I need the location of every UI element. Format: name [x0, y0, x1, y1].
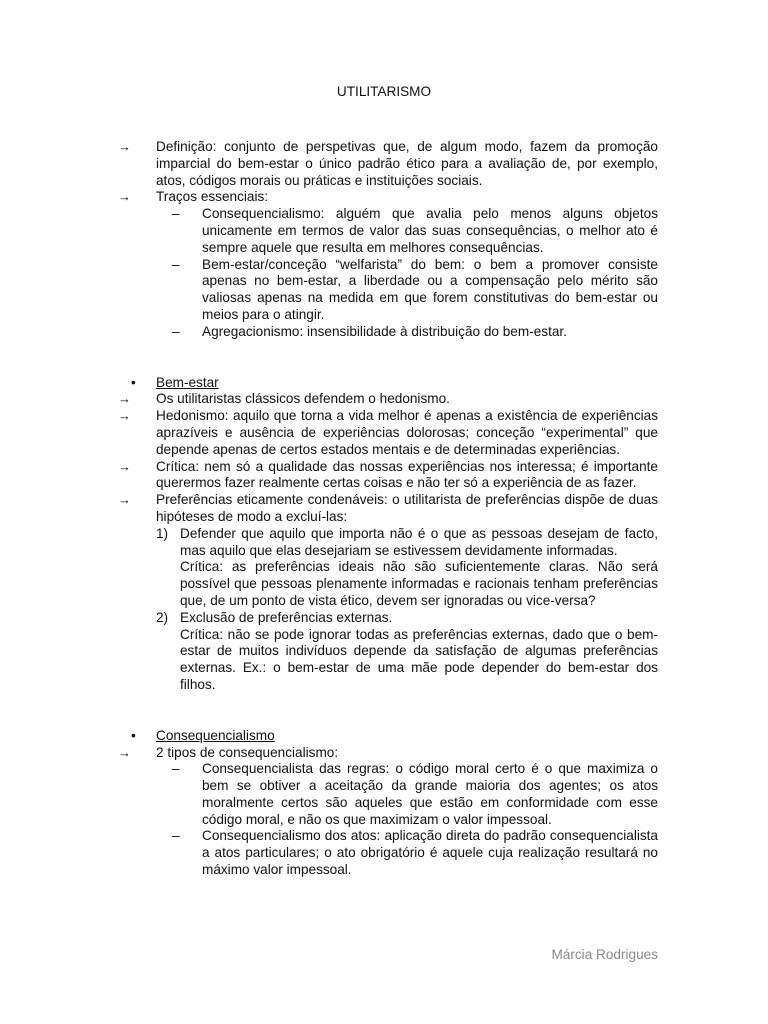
document-body: [0, 139, 768, 879]
dash-icon: –: [172, 323, 180, 339]
list-item: [0, 189, 768, 206]
list-item-text: Crítica: nem só a qualidade das nossas experiências nos interessa; é importante querermos fazer realmente certas coisas e não ter só a experiência de as fazer.: [156, 458, 658, 491]
bullet-icon: •: [131, 727, 136, 743]
section-heading-bem-estar: Bem-estar: [156, 374, 219, 390]
sub-item-text: Agregacionismo: insensibilidade à distribuição do bem-estar.: [202, 323, 567, 339]
sub-list-item: [0, 761, 768, 828]
item-number: 1): [156, 525, 169, 541]
list-item-text: Preferências eticamente condenáveis: o utilitarista de preferências dispõe de duas hipóteses de modo a excluí-las:: [156, 492, 658, 524]
dash-icon: –: [172, 828, 180, 844]
dash-icon: –: [172, 256, 180, 272]
sub-list-item: [0, 257, 768, 324]
section-heading-row: [0, 375, 768, 392]
critique-text: Crítica: não se pode ignorar todas as preferências externas, dado que o bem-estar de muitos indivíduos depende da satisfação de algumas preferências externas. Ex.: o bem-estar de uma mãe pode depender do bem-estar dos filhos.: [180, 626, 658, 692]
list-item: [0, 139, 768, 189]
dash-icon: –: [172, 206, 180, 222]
traits-heading: Traços essenciais:: [156, 189, 269, 205]
numbered-item: [0, 610, 768, 694]
arrow-icon: →: [118, 492, 131, 508]
bullet-icon: •: [131, 374, 136, 390]
arrow-icon: →: [118, 744, 131, 760]
page-title: UTILITARISMO: [336, 84, 432, 99]
critique-text: Crítica: as preferências ideais não são suficientemente claras. Não será possível que pessoas plenamente informadas e racionais tenham preferências que, de um ponto de vista ético, devem ser ignoradas ou vice-versa?: [180, 559, 658, 608]
list-item: [0, 745, 768, 762]
sub-item-text: Consequencialismo dos atos: aplicação direta do padrão consequencialista a atos particulares; o ato obrigatório é aquele cuja realização resultará no máximo valor impessoal.: [202, 828, 658, 878]
dash-icon: –: [172, 761, 180, 777]
sub-item-text: Bem-estar/conceção “welfarista” do bem: o bem a promover consiste apenas no bem-estar, a liberdade ou a compensação pelo mérito são valiosas apenas na medida em que forem constitutivas do bem-estar ou meios para o atingir.: [202, 256, 658, 322]
sub-list-item: [0, 324, 768, 341]
sub-item-text: Consequencialista das regras: o código moral certo é o que maximiza o bem se obtiver a aceitação da grande maioria dos agentes; os atos moralmente certos são aqueles que estão em conformidade com esse código moral, e não os que maximizam o valor impessoal.: [202, 761, 658, 827]
list-item: [0, 391, 768, 408]
section-heading-consequencialismo: Consequencialismo: [156, 727, 275, 743]
author-footer: Márcia Rodrigues: [551, 947, 658, 962]
numbered-item-text: Defender que aquilo que importa não é o que as pessoas desejam de facto, mas aquilo que elas desejariam se estivessem devidamente informadas.: [180, 525, 658, 558]
section-heading-row: [0, 728, 768, 745]
item-number: 2): [156, 609, 169, 625]
sub-list-item: [0, 206, 768, 256]
numbered-item-text: Exclusão de preferências externas.: [180, 609, 393, 625]
list-item: [0, 459, 768, 493]
definition-text: Definição: conjunto de perspetivas que, de algum modo, fazem da promoção imparcial do bem-estar o único padrão ético para a avaliação de, por exemplo, atos, códigos morais ou práticas e instituições sociais.: [156, 139, 658, 188]
list-item: [0, 492, 768, 526]
list-item-text: 2 tipos de consequencialismo:: [156, 744, 339, 760]
arrow-icon: →: [118, 391, 131, 407]
sub-list-item: [0, 828, 768, 878]
list-item-text: Os utilitaristas clássicos defendem o hedonismo.: [156, 391, 450, 407]
arrow-icon: →: [118, 458, 131, 474]
arrow-icon: →: [118, 408, 131, 424]
arrow-icon: →: [118, 139, 131, 154]
numbered-item: [0, 526, 768, 610]
list-item: [0, 408, 768, 458]
list-item-text: Hedonismo: aquilo que torna a vida melhor é apenas a existência de experiências aprazíveis e ausência de experiências dolorosas; conceção “experimental” que depende apenas de certos estados mentais e de determinadas experiências.: [156, 408, 658, 457]
arrow-icon: →: [118, 189, 131, 205]
sub-item-text: Consequencialismo: alguém que avalia pelo menos alguns objetos unicamente em termos de valor das suas consequências, o melhor ato é sempre aquele que resulta em melhores consequências.: [202, 206, 658, 255]
